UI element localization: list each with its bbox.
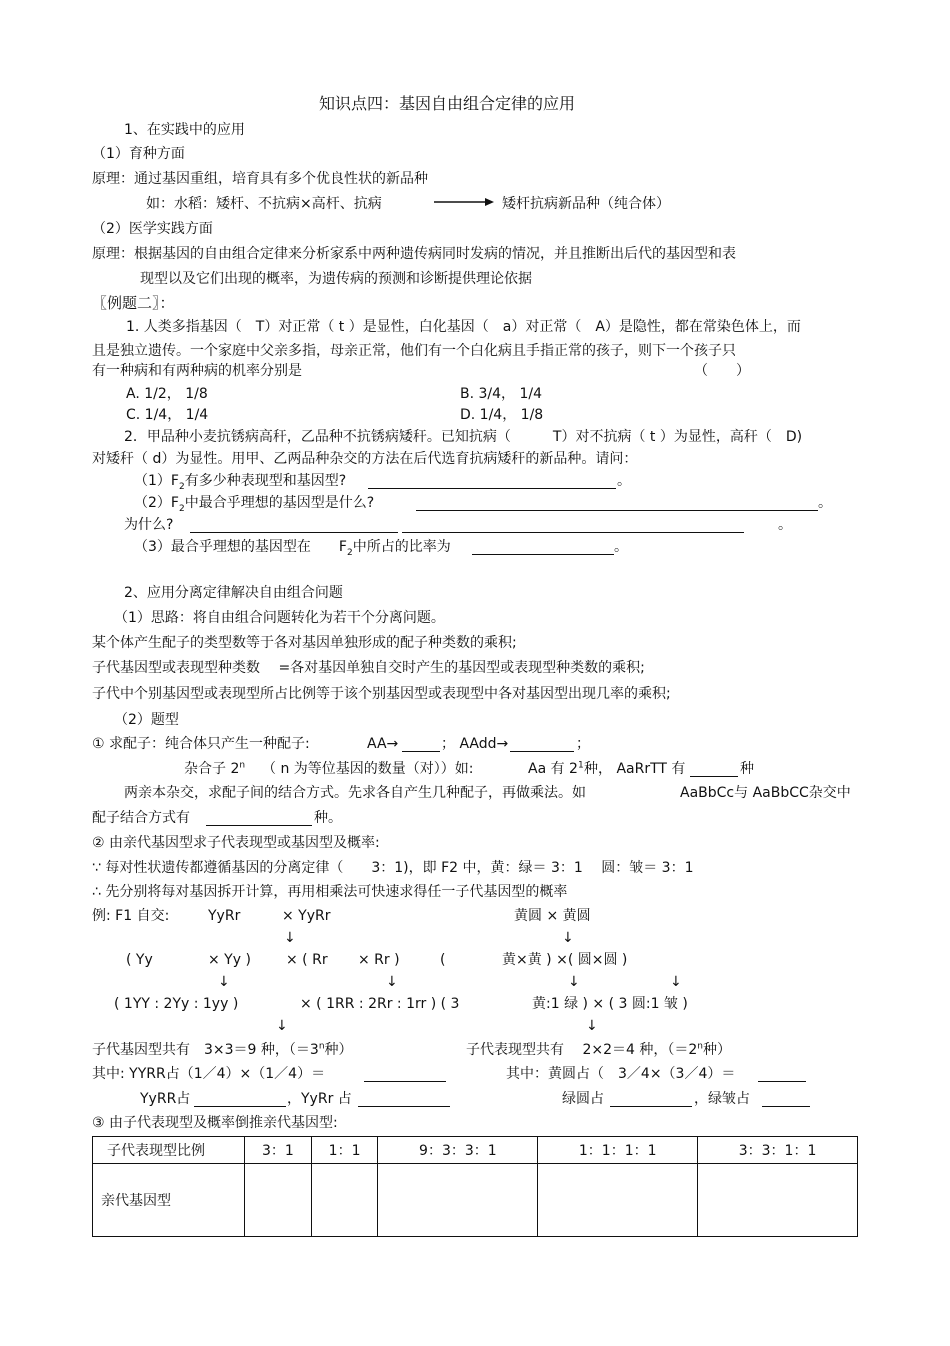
answer-blank[interactable] xyxy=(194,1091,286,1107)
answer-blank[interactable] xyxy=(690,761,738,777)
why-label: 为什么? xyxy=(124,517,174,533)
answer-blank[interactable] xyxy=(190,517,398,533)
yyrr2-prob: YyRR占 xyxy=(140,1091,191,1107)
q2-line1: 2．甲品种小麦抗锈病高秆，乙品种不抗锈病矮秆。已知抗病（ T）对不抗病（ t ）为显性，高秆（ D) xyxy=(124,429,803,445)
rule-3: 子代中个别基因型或表现型所占比例等于该个别基因型或表现型中各对基因型出现几率的乘积; xyxy=(92,686,671,702)
q2-line2: 对矮秆（ d）为显性。用甲、乙两品种杂交的方法在后代选育抗病矮秆的新品种。请问： xyxy=(92,451,638,467)
answer-blank[interactable] xyxy=(364,1066,446,1082)
types-heading: （2）题型 xyxy=(114,712,179,728)
table-header-row xyxy=(93,1137,858,1164)
example-label: 例: F1 自交: xyxy=(92,908,170,924)
option-a: A. 1/2， 1/8 xyxy=(126,386,208,402)
breeding-principle: 原理：通过基因重组，培育具有多个优良性状的新品种 xyxy=(92,171,428,187)
yyrr3-prob: ，YyRr 占 xyxy=(287,1091,352,1107)
answer-blank[interactable] xyxy=(402,517,744,533)
heterozygote-rule: （ n 为等位基因的数量（对））如: xyxy=(262,761,474,777)
q2-sub2: $(2)F_2$中最合乎理想的基因型是什么? xyxy=(134,495,375,514)
period: 。 xyxy=(617,473,631,489)
pair-r1: ( xyxy=(440,952,446,968)
section-1-heading: 1、在实践中的应用 xyxy=(124,122,245,138)
table-header-cell: 3：1 xyxy=(245,1137,312,1164)
pair-l4: × Rr ) xyxy=(358,952,400,968)
medical-principle-line2: 现型以及它们出现的概率，为遗传病的预测和诊断提供理论依据 xyxy=(140,271,532,287)
heterozygote-label: 杂合子 2$^n$ xyxy=(184,760,246,777)
q1-line2: 且是独立遗传。一个家庭中父亲多指，母亲正常，他们有一个白化病且手指正常的孩子，则下一个孩子只 xyxy=(92,343,736,359)
medical-heading: （2）医学实践方面 xyxy=(92,221,213,237)
table-header-cell: 子代表现型比例 xyxy=(93,1137,245,1164)
pair-l1: ( Yy xyxy=(126,952,153,968)
period: 。 xyxy=(818,495,832,511)
yyrr-prob: 其中: YYRR占（1／4）×（1／4）＝ xyxy=(92,1066,326,1082)
q2-sub1: $(1)F_2$有多少种表现型和基因型? xyxy=(134,473,347,492)
down-arrow-icon: ↓ xyxy=(562,930,574,946)
option-d: D. 1/4， 1/8 xyxy=(460,407,544,423)
idea: （1）思路：将自由组合问题转化为若干个分离问题。 xyxy=(114,610,445,626)
example-2-label: 〖例题二〗： xyxy=(92,294,175,312)
row-label: 亲代基因型 xyxy=(93,1164,245,1237)
answer-cell[interactable] xyxy=(378,1164,538,1237)
genotype-total: 子代基因型共有 3×3＝9 种，（$=3^n$种） xyxy=(92,1041,353,1058)
aa-gamete: AA→ xyxy=(367,736,399,752)
medical-principle-line1: 原理：根据基因的自由组合定律来分析家系中两种遗传病同时发病的情况，并且推断出后代的基因型和表 xyxy=(92,246,736,262)
down-arrow-icon: ↓ xyxy=(218,974,230,990)
answer-cell[interactable] xyxy=(698,1164,858,1237)
pair-r2: 黄×黄 ) ×( 圆×圆 ) xyxy=(502,952,628,968)
cross-right: 黄圆 × 黄圆 xyxy=(514,908,591,924)
q1-line1: 1. 人类多指基因（ T）对正常（ t ）是显性，白化基因（ a）对正常（ A）是隐性，都在常染色体上，而 xyxy=(126,319,801,335)
unit: 种。 xyxy=(314,810,342,826)
phenotype-total: 子代表现型共有 2×2＝4 种，（$=2^n$种） xyxy=(466,1041,731,1058)
down-arrow-icon: ↓ xyxy=(568,974,580,990)
page-title: 知识点四：基因自由组合定律的应用 xyxy=(319,94,576,113)
type3-heading: ③ 由子代表现型及概率倒推亲代基因型: xyxy=(92,1115,338,1131)
answer-blank[interactable] xyxy=(610,1091,692,1107)
therefore-line: ∴ 先分别将每对基因拆开计算，再用相乘法可快速求得任一子代基因型的概率 xyxy=(92,884,568,900)
combination-rule: 两亲本杂交，求配子间的结合方式。先求各自产生几种配子，再做乘法。如 xyxy=(124,785,586,801)
option-c: C. 1/4， 1/4 xyxy=(126,407,209,423)
table-header-cell: 9：3：3：1 xyxy=(378,1137,538,1164)
answer-blank[interactable] xyxy=(510,736,574,752)
cross-left-b: × YyRr xyxy=(282,908,331,924)
answer-blank[interactable] xyxy=(762,1091,810,1107)
down-arrow-icon: ↓ xyxy=(670,974,682,990)
right-arrow-icon xyxy=(433,197,495,207)
down-arrow-icon: ↓ xyxy=(284,930,296,946)
answer-blank[interactable] xyxy=(358,1091,450,1107)
q1-line3: 有一种病和有两种病的机率分别是 xyxy=(92,363,302,379)
option-b: B. 3/4， 1/4 xyxy=(460,386,543,402)
result-l1: ( 1YY : 2Yy : 1yy ) xyxy=(114,996,239,1012)
because-line: ∵ 每对性状遗传都遵循基因的分离定律（ 3：1)，即 F2 中，黄：绿＝ 3：1 圆：皱＝ 3：1 xyxy=(92,860,694,876)
lvzhou-prob: ，绿皱占 xyxy=(694,1091,750,1107)
answer-blank[interactable] xyxy=(402,736,440,752)
table-header-cell: 1：1 xyxy=(311,1137,378,1164)
aadd-gamete: ； AAdd→ xyxy=(441,736,509,752)
period: 。 xyxy=(778,517,792,533)
semicolon: ； xyxy=(576,736,590,752)
aa-example: Aa 有 $2^1$ xyxy=(528,760,584,777)
table-header-cell: 3：3：1：1 xyxy=(698,1137,858,1164)
answer-cell[interactable] xyxy=(311,1164,378,1237)
answer-blank[interactable] xyxy=(368,473,616,489)
section-2-heading: 2、应用分离定律解决自由组合问题 xyxy=(124,585,343,601)
table-row xyxy=(93,1164,858,1237)
ratio-table xyxy=(92,1136,858,1237)
lvyuan-prob: 绿圆占 xyxy=(562,1091,604,1107)
q2-sub3: （3）最合乎理想的基因型在 $F_2$中所占的比率为 xyxy=(134,539,451,558)
breeding-example-right: 矮杆抗病新品种（纯合体） xyxy=(502,196,670,212)
answer-cell[interactable] xyxy=(538,1164,698,1237)
table-header-cell: 1：1：1：1 xyxy=(538,1137,698,1164)
aarrtt-example: 种， AaRrTT 有 xyxy=(584,761,686,777)
pair-l2: × Yy ) xyxy=(208,952,251,968)
combination-example: AaBbCc与 AaBbCC杂交中 xyxy=(680,785,851,801)
answer-paren: （ ） xyxy=(694,363,750,379)
huangyuan-prob: 其中：黄圆占（ 3／4×（3／4）＝ xyxy=(506,1066,736,1082)
answer-blank[interactable] xyxy=(758,1066,806,1082)
breeding-heading: （1）育种方面 xyxy=(92,146,185,162)
down-arrow-icon: ↓ xyxy=(276,1018,288,1034)
unit: 种 xyxy=(740,761,754,777)
answer-blank[interactable] xyxy=(472,539,614,555)
answer-blank[interactable] xyxy=(416,495,818,511)
combination-label: 配子结合方式有 xyxy=(92,810,190,826)
rule-2: 子代基因型或表现型种类数 =各对基因单独自交时产生的基因型或表现型种类数的乘积; xyxy=(92,660,645,676)
type2-heading: ② 由亲代基因型求子代表现型或基因型及概率: xyxy=(92,835,380,851)
type1-intro: ① 求配子：纯合体只产生一种配子: xyxy=(92,736,310,752)
period: 。 xyxy=(614,539,628,555)
result-r: 黄:1 绿 ) × ( 3 圆:1 皱 ) xyxy=(532,996,688,1012)
down-arrow-icon: ↓ xyxy=(586,1018,598,1034)
pair-l3: × ( Rr xyxy=(286,952,328,968)
cross-left-a: YyRr xyxy=(208,908,241,924)
answer-cell[interactable] xyxy=(245,1164,312,1237)
answer-blank[interactable] xyxy=(206,810,312,826)
rule-1: 某个体产生配子的类型数等于各对基因单独形成的配子种类数的乘积; xyxy=(92,635,517,651)
result-l2: × ( 1RR : 2Rr : 1rr ) ( 3 xyxy=(300,996,460,1012)
breeding-example-left: 如：水稻：矮杆、不抗病×高杆、抗病 xyxy=(146,196,382,212)
down-arrow-icon: ↓ xyxy=(386,974,398,990)
